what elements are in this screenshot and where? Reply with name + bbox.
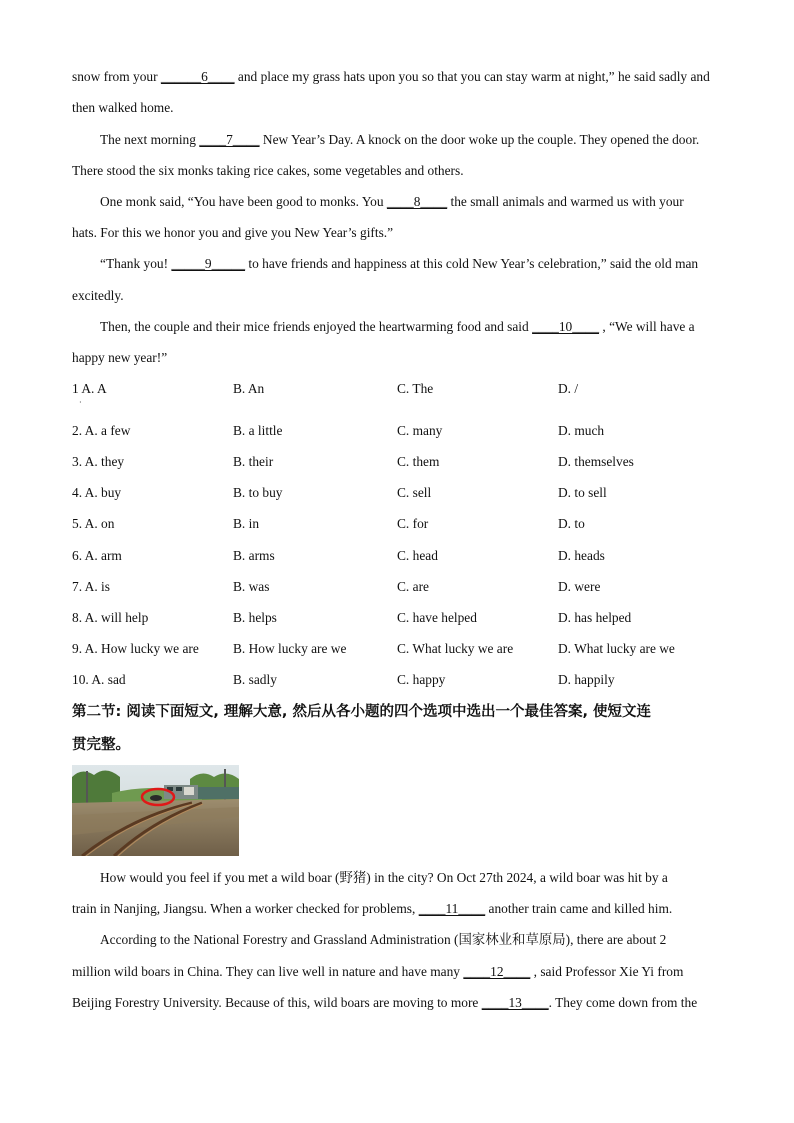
question-number: 6. A. xyxy=(72,548,98,563)
passage-line: How would you feel if you met a wild boar (野猪) in the city? On Oct 27th 2024, a wild boar was hit by a xyxy=(100,870,668,885)
passage-line: snow from your ______6____ and place my grass hats upon you so that you can stay warm at night,” he said sadly and xyxy=(72,69,710,84)
option-5-d: D. to xyxy=(558,516,585,531)
question-number: 9. A. xyxy=(72,641,98,656)
option-2-d: D. much xyxy=(558,423,605,438)
question-number: 3. A. xyxy=(72,454,98,469)
option-9-d: D. What lucky are we xyxy=(558,641,675,656)
option-8-b: B. helps xyxy=(233,610,277,625)
option-10-a xyxy=(72,672,126,688)
passage-line: Beijing Forestry University. Because of this, wild boars are moving to more ____13____. They come down from the xyxy=(72,995,698,1010)
option-text: A. A xyxy=(81,381,107,396)
passage-line: Then, the couple and their mice friends enjoyed the heartwarming food and said ____10____ , “We will have a xyxy=(100,319,695,334)
option-10-d: D. happily xyxy=(558,672,615,687)
passage-line: happy new year!” xyxy=(72,350,168,365)
option-4-c: C. sell xyxy=(397,485,432,500)
passage-line: There stood the six monks taking rice cakes, some vegetables and others. xyxy=(72,163,464,178)
option-6-b: B. arms xyxy=(233,548,275,563)
question-number: 7. A. xyxy=(72,579,98,594)
option-1-c: C. The xyxy=(397,381,434,396)
railway-photo xyxy=(72,765,239,856)
passage-line: According to the National Forestry and Grassland Administration (国家林业和草原局), there are about 2 xyxy=(100,932,667,947)
blank-13: ____13____ xyxy=(481,995,549,1010)
blank-6: ______6____ xyxy=(160,69,235,84)
option-text: is xyxy=(101,579,110,594)
option-3-d: D. themselves xyxy=(558,454,634,469)
option-4-a xyxy=(72,485,121,501)
option-1-d: D. / xyxy=(558,381,579,396)
option-2-c: C. many xyxy=(397,423,443,438)
option-6-a xyxy=(72,548,122,564)
passage-line: then walked home. xyxy=(72,100,174,115)
option-text: they xyxy=(101,454,125,469)
option-2-b: B. a little xyxy=(233,423,283,438)
passage-line: hats. For this we honor you and give you New Year’s gifts.” xyxy=(72,225,394,240)
option-3-a xyxy=(72,454,124,470)
option-7-a xyxy=(72,579,110,595)
blank-10: ____10____ xyxy=(532,319,600,334)
passage-line: “Thank you! _____9_____ to have friends and happiness at this cold New Year’s celebration,” said the old man xyxy=(100,256,699,271)
option-9-a xyxy=(72,641,199,657)
question-number: 4. A. xyxy=(72,485,98,500)
option-text: on xyxy=(101,516,115,531)
option-1-a xyxy=(72,381,107,397)
option-3-b: B. their xyxy=(233,454,274,469)
option-5-b: B. in xyxy=(233,516,260,531)
option-9-c: C. What lucky we are xyxy=(397,641,514,656)
passage-line: One monk said, “You have been good to monks. You ____8____ the small animals and warmed us with your xyxy=(100,194,684,209)
question-number: 2. A. xyxy=(72,423,98,438)
question-number: 8. A. xyxy=(72,610,98,625)
option-9-b: B. How lucky are we xyxy=(233,641,347,656)
stray-dot: · xyxy=(79,398,82,407)
option-4-d: D. to sell xyxy=(558,485,607,500)
option-text: How lucky we are xyxy=(101,641,199,656)
option-5-c: C. for xyxy=(397,516,429,531)
option-3-c: C. them xyxy=(397,454,440,469)
option-2-a xyxy=(72,423,130,439)
blank-7: ____7____ xyxy=(199,132,260,147)
option-text: a few xyxy=(101,423,131,438)
option-4-b: B. to buy xyxy=(233,485,283,500)
option-7-d: D. were xyxy=(558,579,601,594)
option-7-b: B. was xyxy=(233,579,270,594)
option-text: arm xyxy=(101,548,122,563)
option-10-b: B. sadly xyxy=(233,672,277,687)
passage-line: million wild boars in China. They can live well in nature and have many ____12____ , said Professor Xie Yi from xyxy=(72,964,684,979)
option-1-b: B. An xyxy=(233,381,265,396)
question-number: 1 xyxy=(72,381,79,396)
option-text: sad xyxy=(107,672,126,687)
option-text: buy xyxy=(101,485,122,500)
option-6-d: D. heads xyxy=(558,548,605,563)
question-number: 5. A. xyxy=(72,516,98,531)
blank-12: ____12____ xyxy=(463,964,531,979)
option-5-a xyxy=(72,516,114,532)
section-heading: 第二节: 阅读下面短文, 理解大意, 然后从各小题的四个选项中选出一个最佳答案, 使短文连 xyxy=(72,704,652,720)
passage-line: train in Nanjing, Jiangsu. When a worker checked for problems, ____11____ another train came and killed him. xyxy=(72,901,673,916)
option-6-c: C. head xyxy=(397,548,438,563)
blank-8: ____8____ xyxy=(386,194,448,209)
railway-photo-image xyxy=(72,765,239,856)
question-number: 10. A. xyxy=(72,672,105,687)
blank-11: ____11____ xyxy=(418,901,486,916)
passage-line: excitedly. xyxy=(72,288,124,303)
blank-9: _____9_____ xyxy=(171,256,246,271)
option-8-d: D. has helped xyxy=(558,610,632,625)
option-8-a xyxy=(72,610,148,626)
option-10-c: C. happy xyxy=(397,672,446,687)
option-text: will help xyxy=(101,610,149,625)
passage-line: The next morning ____7____ New Year’s Day. A knock on the door woke up the couple. They opened the door. xyxy=(100,132,700,147)
option-7-c: C. are xyxy=(397,579,429,594)
option-8-c: C. have helped xyxy=(397,610,477,625)
section-heading-cont: 贯完整。 xyxy=(72,737,130,753)
